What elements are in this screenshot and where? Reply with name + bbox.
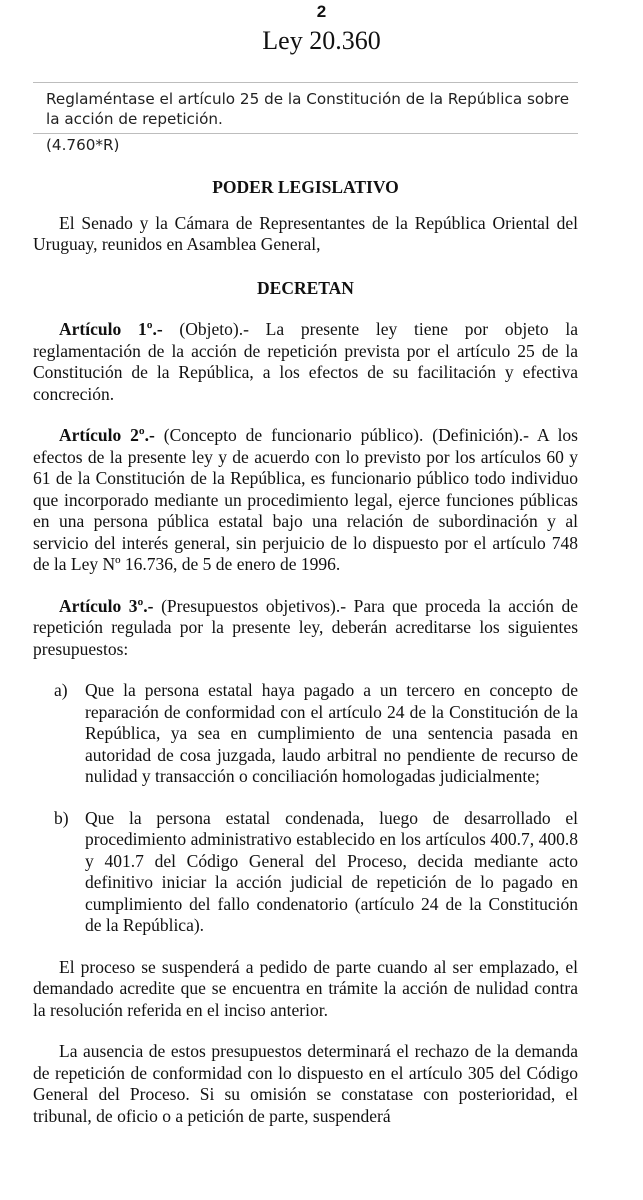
law-body: [33, 177, 578, 1127]
summary-bottom-rule: [33, 133, 578, 134]
article-2-text: (Concepto de funcionario público). (Definición).- A los efectos de la presente ley y de acuerdo con lo previsto por los artículos 60 y 61 de la Constitución de la República, es funcionario público todo individuo que incorporado mediante un procedimiento legal, ejerce funciones públicas en una persona pública estatal bajo una relación de subordinación y al servicio del interés general, sin perjuicio de lo dispuesto por el artículo 748 de la Ley Nº 16.736, de 5 de enero de 1996.: [33, 425, 578, 574]
article-2-label: Artículo 2º.-: [59, 425, 155, 445]
article-1-label: Artículo 1º.-: [59, 319, 163, 339]
law-reference-code: (4.760*R): [46, 136, 120, 154]
article-3-item-a: [33, 680, 578, 788]
suspension-paragraph: El proceso se suspenderá a pedido de parte cuando al ser emplazado, el demandado acredite que se encuentra en trámite la acción de nulidad contra la resolución referida en el inciso anterior.: [33, 956, 578, 1020]
article-3-item-b: [33, 808, 578, 937]
article-1-text: (Objeto).- La presente ley tiene por objeto la reglamentación de la acción de repetición prevista por el artículo 25 de la Constitución de la República, a los efectos de su facilitación y efectiva concreción.: [33, 319, 578, 404]
article-3-label: Artículo 3º.-: [59, 595, 154, 616]
heading-poder-legislativo: PODER LEGISLATIVO: [212, 177, 399, 197]
law-title: Ley 20.360: [262, 26, 381, 55]
list-item-letter: b): [54, 807, 69, 828]
article-3-text: (Presupuestos objetivos).- Para que proceda la acción de repetición regulada por la presente ley, deberán acreditarse los siguientes presupuestos:: [33, 595, 579, 659]
absence-paragraph: La ausencia de estos presupuestos determinará el rechazo de la demanda de repetición de conformidad con lo dispuesto en el artículo 305 del Código General del Proceso. Si su omisión se constatase con posterioridad, el tribunal, de oficio o a petición de parte, suspenderá: [33, 1041, 578, 1126]
heading-decretan: DECRETAN: [257, 277, 354, 298]
article-1: [33, 319, 578, 405]
list-item-text: Que la persona estatal haya pagado a un tercero en concepto de reparación de conformidad con el artículo 24 de la Constitución de la República, ya sea en cumplimiento de una sentencia pasada en autoridad de cosa juzgada, laudo arbitral no pendiente de recurso de nulidad y transacción o conciliación homologadas judicialmente;: [85, 680, 578, 786]
summary-top-rule: [33, 82, 578, 83]
article-2: [33, 425, 578, 576]
list-item-letter: a): [54, 680, 68, 700]
intro-paragraph: El Senado y la Cámara de Representantes de la República Oriental del Uruguay, reunidos en Asamblea General,: [33, 212, 578, 254]
article-3: [33, 596, 578, 661]
page-number: 2: [316, 2, 327, 21]
list-item-text: Que la persona estatal condenada, luego de desarrollado el procedimiento administrativo establecido en los artículos 400.7, 400.8 y 401.7 del Código General del Proceso, decida mediante acto definitivo iniciar la acción judicial de repetición de lo pagado en cumplimiento del fallo condenatorio (artículo 24 de la Constitución de la República).: [85, 807, 578, 935]
law-summary: Reglaméntase el artículo 25 de la Constitución de la República sobre la acción de repetición.: [46, 90, 570, 128]
